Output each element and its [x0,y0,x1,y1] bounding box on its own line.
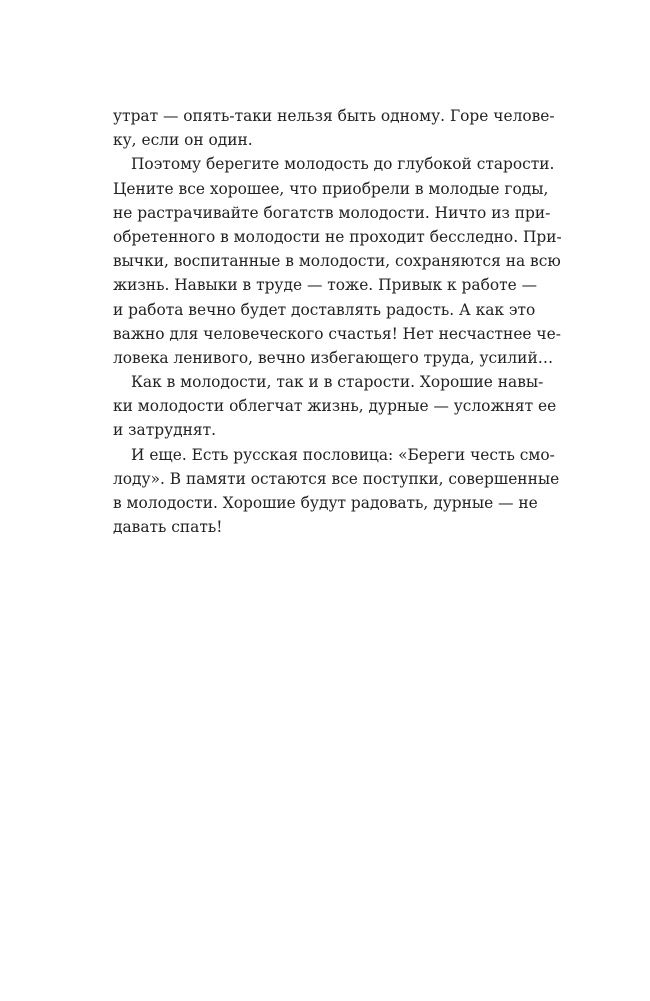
text-line: и работа вечно будет доставлять радость. А как это [113,300,536,319]
paragraph-1 [113,104,555,152]
text-line: лоду». В памяти остаются все поступки, совершенные [113,469,560,488]
text-line: ки молодости облегчат жизнь, дурные — усложнят ее [113,397,557,416]
text-line: не растрачивайте богатств молодости. Ничто из при- [113,203,551,222]
paragraph-3 [113,370,557,443]
text-line: ку, если он один. [113,131,253,150]
text-line: И еще. Есть русская пословица: «Береги честь смо- [131,445,555,464]
text-line: утрат — опять-таки нельзя быть одному. Горе челове- [113,107,555,125]
text-line: обретенного в молодости не проходит бесследно. При- [113,227,562,246]
paragraph-2 [113,152,562,370]
body-text [113,104,562,539]
text-line: ловека ленивого, вечно избегающего труда, усилий… [113,348,554,367]
text-line: Цените все хорошее, что приобрели в молодые годы, [113,179,549,198]
text-line: жизнь. Навыки в труде — тоже. Привык к работе — [113,276,538,295]
paragraph-4 [113,443,560,540]
text-line: в молодости. Хорошие будут радовать, дурные — не [113,494,538,512]
text-line: важно для человеческого счастья! Нет несчастнее че- [113,324,561,343]
text-line: Как в молодости, так и в старости. Хорошие навы- [131,373,544,392]
text-line: Поэтому берегите молодость до глубокой старости. [131,155,555,174]
text-line: и затруднят. [113,421,216,440]
text-line: давать спать! [113,518,223,537]
text-line: вычки, воспитанные в молодости, сохраняются на всю [113,252,561,271]
